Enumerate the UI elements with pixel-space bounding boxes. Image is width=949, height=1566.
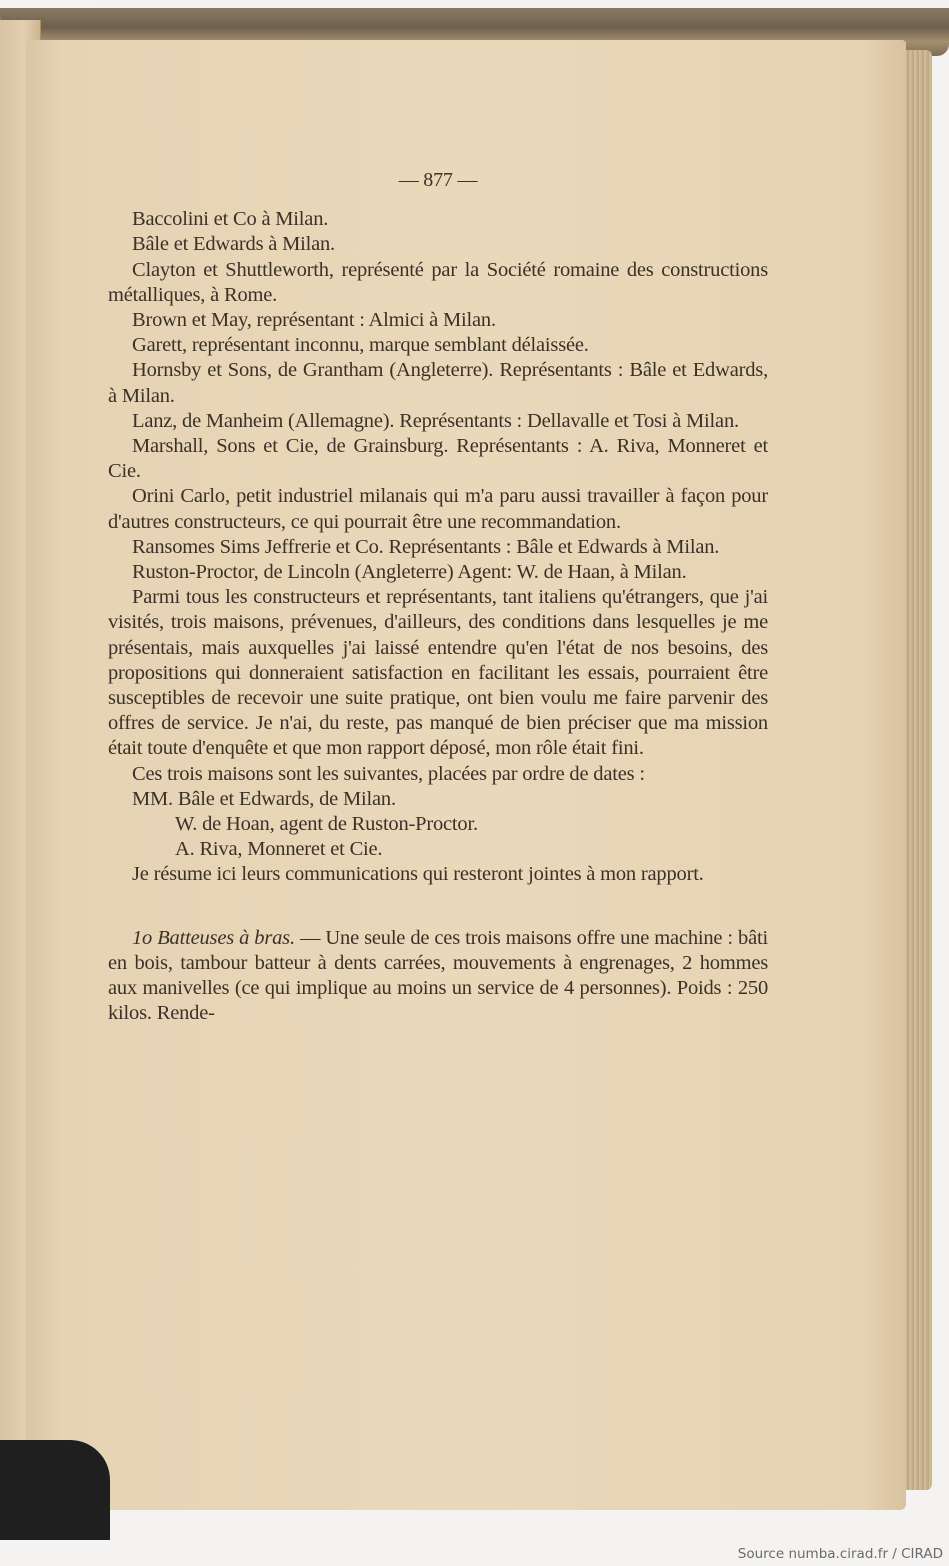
- paragraph: Ruston-Proctor, de Lincoln (Angleterre) Agent: W. de Haan, à Milan.: [132, 561, 687, 584]
- paragraph: Baccolini et Co à Milan.: [132, 208, 329, 231]
- section-paragraph: [108, 926, 768, 1027]
- paragraph: Hornsby et Sons, de Grantham (Angleterre). Représentants : Bâle et Edwards, à Milan.: [108, 359, 768, 407]
- indented-line: A. Riva, Monneret et Cie.: [175, 838, 383, 861]
- section-body: — Une seule de ces trois maisons offre une machine : bâti en bois, tambour batteur à dents carrées, mouvements à engrenages, 2 hommes aux manivelles (ce qui implique au moins un service de 4 personnes). Poids : 250 kilos. Rende-: [108, 926, 768, 1025]
- bookmark-ribbon: [0, 1440, 110, 1540]
- section-number: 1o: [132, 926, 153, 949]
- paragraph: Parmi tous les constructeurs et représentants, tant italiens qu'étrangers, que j'ai visités, trois maisons, prévenues, d'ailleurs, des conditions dans lesquelles je me présentais, mais auxquelles j'ai laissé entendre qu'en l'état de nos besoins, des propositions qui donneraient satisfaction en facilitant les essais, pourraient être susceptibles de recevoir une suite pratique, ont bien voulu me faire parvenir des offres de service. Je n'ai, du reste, pas manqué de bien préciser que ma mission était toute d'enquête et que mon rapport déposé, mon rôle était fini.: [108, 586, 768, 760]
- paragraph: Orini Carlo, petit industriel milanais qui m'a paru aussi travailler à façon pour d'autres constructeurs, ce qui pourrait être une recommandation.: [108, 485, 768, 533]
- source-credit: Source numba.cirad.fr / CIRAD: [737, 1546, 943, 1562]
- paragraph: Clayton et Shuttleworth, représenté par la Société romaine des constructions métalliques, à Rome.: [108, 258, 768, 306]
- paragraph: Lanz, de Manheim (Allemagne). Représentants : Dellavalle et Tosi à Milan.: [132, 409, 739, 432]
- paragraph: Marshall, Sons et Cie, de Grainsburg. Représentants : A. Riva, Monneret et Cie.: [108, 435, 768, 483]
- paragraph: Ces trois maisons sont les suivantes, placées par ordre de dates :: [132, 762, 645, 785]
- paragraph: Brown et May, représentant : Almici à Milan.: [132, 309, 496, 332]
- paragraph: MM. Bâle et Edwards, de Milan.: [132, 787, 396, 810]
- page-text: [108, 168, 768, 1027]
- section-gap: [108, 888, 768, 926]
- paragraph: Bâle et Edwards à Milan.: [132, 233, 335, 256]
- closing-paragraph: Je résume ici leurs communications qui resteront jointes à mon rapport.: [132, 863, 704, 886]
- paragraph: Garett, représentant inconnu, marque semblant délaissée.: [132, 334, 589, 357]
- section-title: Batteuses à bras.: [157, 926, 295, 949]
- indented-line: W. de Hoan, agent de Ruston-Proctor.: [175, 813, 478, 836]
- paragraph: Ransomes Sims Jeffrerie et Co. Représentants : Bâle et Edwards à Milan.: [132, 535, 720, 558]
- page-number: — 877 —: [398, 169, 478, 191]
